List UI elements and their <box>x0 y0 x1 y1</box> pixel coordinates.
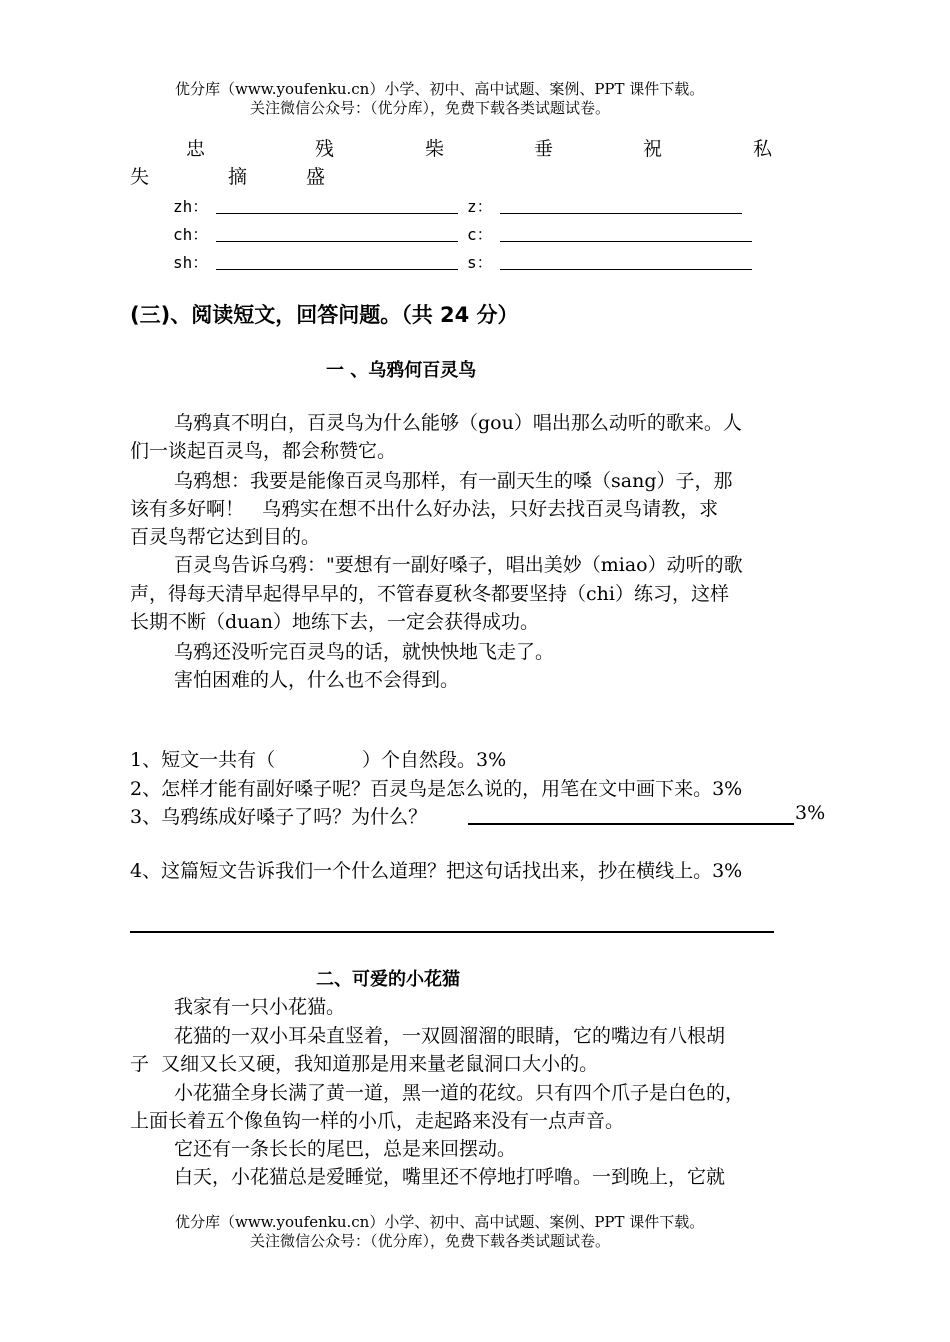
passage-line: 上面长着五个像鱼钩一样的小爪，走起路来没有一点声音。 <box>130 1110 625 1132</box>
sort-label-s: s： <box>467 253 493 272</box>
sort-label-c: c： <box>467 225 493 244</box>
character: 祝 <box>643 138 663 160</box>
passage-line: 乌鸦真不明白，百灵鸟为什么能够（gou）唱出那么动听的歌来。人 <box>174 412 742 434</box>
question-4: 4、这篇短文告诉我们一个什么道理？把这句话找出来，抄在横线上。3% <box>130 860 743 882</box>
character: 失 <box>130 166 150 188</box>
section-title: (三)、阅读短文，回答问题。（共 24 分） <box>130 303 519 327</box>
sort-label-ch: ch： <box>173 225 209 244</box>
passage-line: 乌鸦还没听完百灵鸟的话，就怏怏地飞走了。 <box>174 641 555 663</box>
answer-line-3[interactable] <box>468 823 794 825</box>
passage-line: 害怕困难的人，什么也不会得到。 <box>174 669 460 691</box>
passage-line: 白天，小花猫总是爱睡觉，嘴里还不停地打呼噜。一到晚上，它就 <box>174 1166 726 1188</box>
answer-line-ch[interactable] <box>216 241 458 242</box>
header-line-2: 关注微信公众号：（优分库），免费下载各类试题试卷。 <box>250 99 611 117</box>
answer-line-s[interactable] <box>500 269 752 270</box>
question-3-score: 3% <box>795 802 826 824</box>
answer-line-4[interactable] <box>130 931 774 933</box>
header-line-1: 优分库（www.youfenku.cn）小学、初中、高中试题、案例、PPT 课件下载。 <box>175 80 705 98</box>
character: 摘 <box>228 166 248 188</box>
character: 垂 <box>534 138 554 160</box>
passage-line: 们一谈起百灵鸟，都会称赞它。 <box>130 440 397 462</box>
answer-blank-1[interactable] <box>286 745 356 769</box>
character: 忠 <box>186 138 206 160</box>
sort-label-sh: sh： <box>173 253 209 272</box>
answer-line-c[interactable] <box>500 241 752 242</box>
footer-line-1: 优分库（www.youfenku.cn）小学、初中、高中试题、案例、PPT 课件下载。 <box>175 1213 705 1231</box>
answer-line-sh[interactable] <box>216 269 458 270</box>
sort-label-z: z： <box>467 197 493 216</box>
question-1-start: 1、短文一共有（ <box>130 749 276 771</box>
passage-line: 我家有一只小花猫。 <box>174 996 346 1018</box>
passage-line: 该有多好啊！ 乌鸦实在想不出什么好办法，只好去找百灵鸟请教，求 <box>130 498 719 520</box>
character: 盛 <box>306 166 326 188</box>
passage-line: 它还有一条长长的尾巴，总是来回摆动。 <box>174 1138 517 1160</box>
passage-line: 百灵鸟帮它达到目的。 <box>130 526 321 548</box>
passage-line: 百灵鸟告诉乌鸦："要想有一副好嗓子，唱出美妙（miao）动听的歌 <box>174 554 743 576</box>
passage-line: 子 又细又长又硬，我知道那是用来量老鼠洞口大小的。 <box>130 1053 599 1075</box>
question-3: 3、乌鸦练成好嗓子了吗？为什么？ <box>130 806 428 828</box>
question-1-end: ）个自然段。3% <box>362 749 507 771</box>
passage-1-title: 一 、乌鸦何百灵鸟 <box>326 360 477 381</box>
passage-line: 长期不断（duan）地练下去，一定会获得成功。 <box>130 611 539 633</box>
answer-line-zh[interactable] <box>216 213 458 214</box>
passage-line: 小花猫全身长满了黄一道，黑一道的花纹。只有四个爪子是白色的， <box>174 1082 745 1104</box>
character: 私 <box>753 138 773 160</box>
passage-line: 花猫的一双小耳朵直竖着，一双圆溜溜的眼睛，它的嘴边有八根胡 <box>174 1025 726 1047</box>
question-2: 2、怎样才能有副好嗓子呢？百灵鸟是怎么说的，用笔在文中画下来。3% <box>130 778 743 800</box>
passage-line: 乌鸦想：我要是能像百灵鸟那样，有一副天生的嗓（sang）子，那 <box>174 470 733 492</box>
character: 残 <box>315 138 335 160</box>
passage-line: 声，得每天清早起得早早的，不管春夏秋冬都要坚持（chi）练习，这样 <box>130 583 729 605</box>
answer-line-z[interactable] <box>500 213 742 214</box>
sort-label-zh: zh： <box>173 197 209 216</box>
passage-2-title: 二、可爱的小花猫 <box>316 969 460 990</box>
character: 柴 <box>425 138 445 160</box>
footer-line-2: 关注微信公众号：（优分库），免费下载各类试题试卷。 <box>250 1232 611 1250</box>
